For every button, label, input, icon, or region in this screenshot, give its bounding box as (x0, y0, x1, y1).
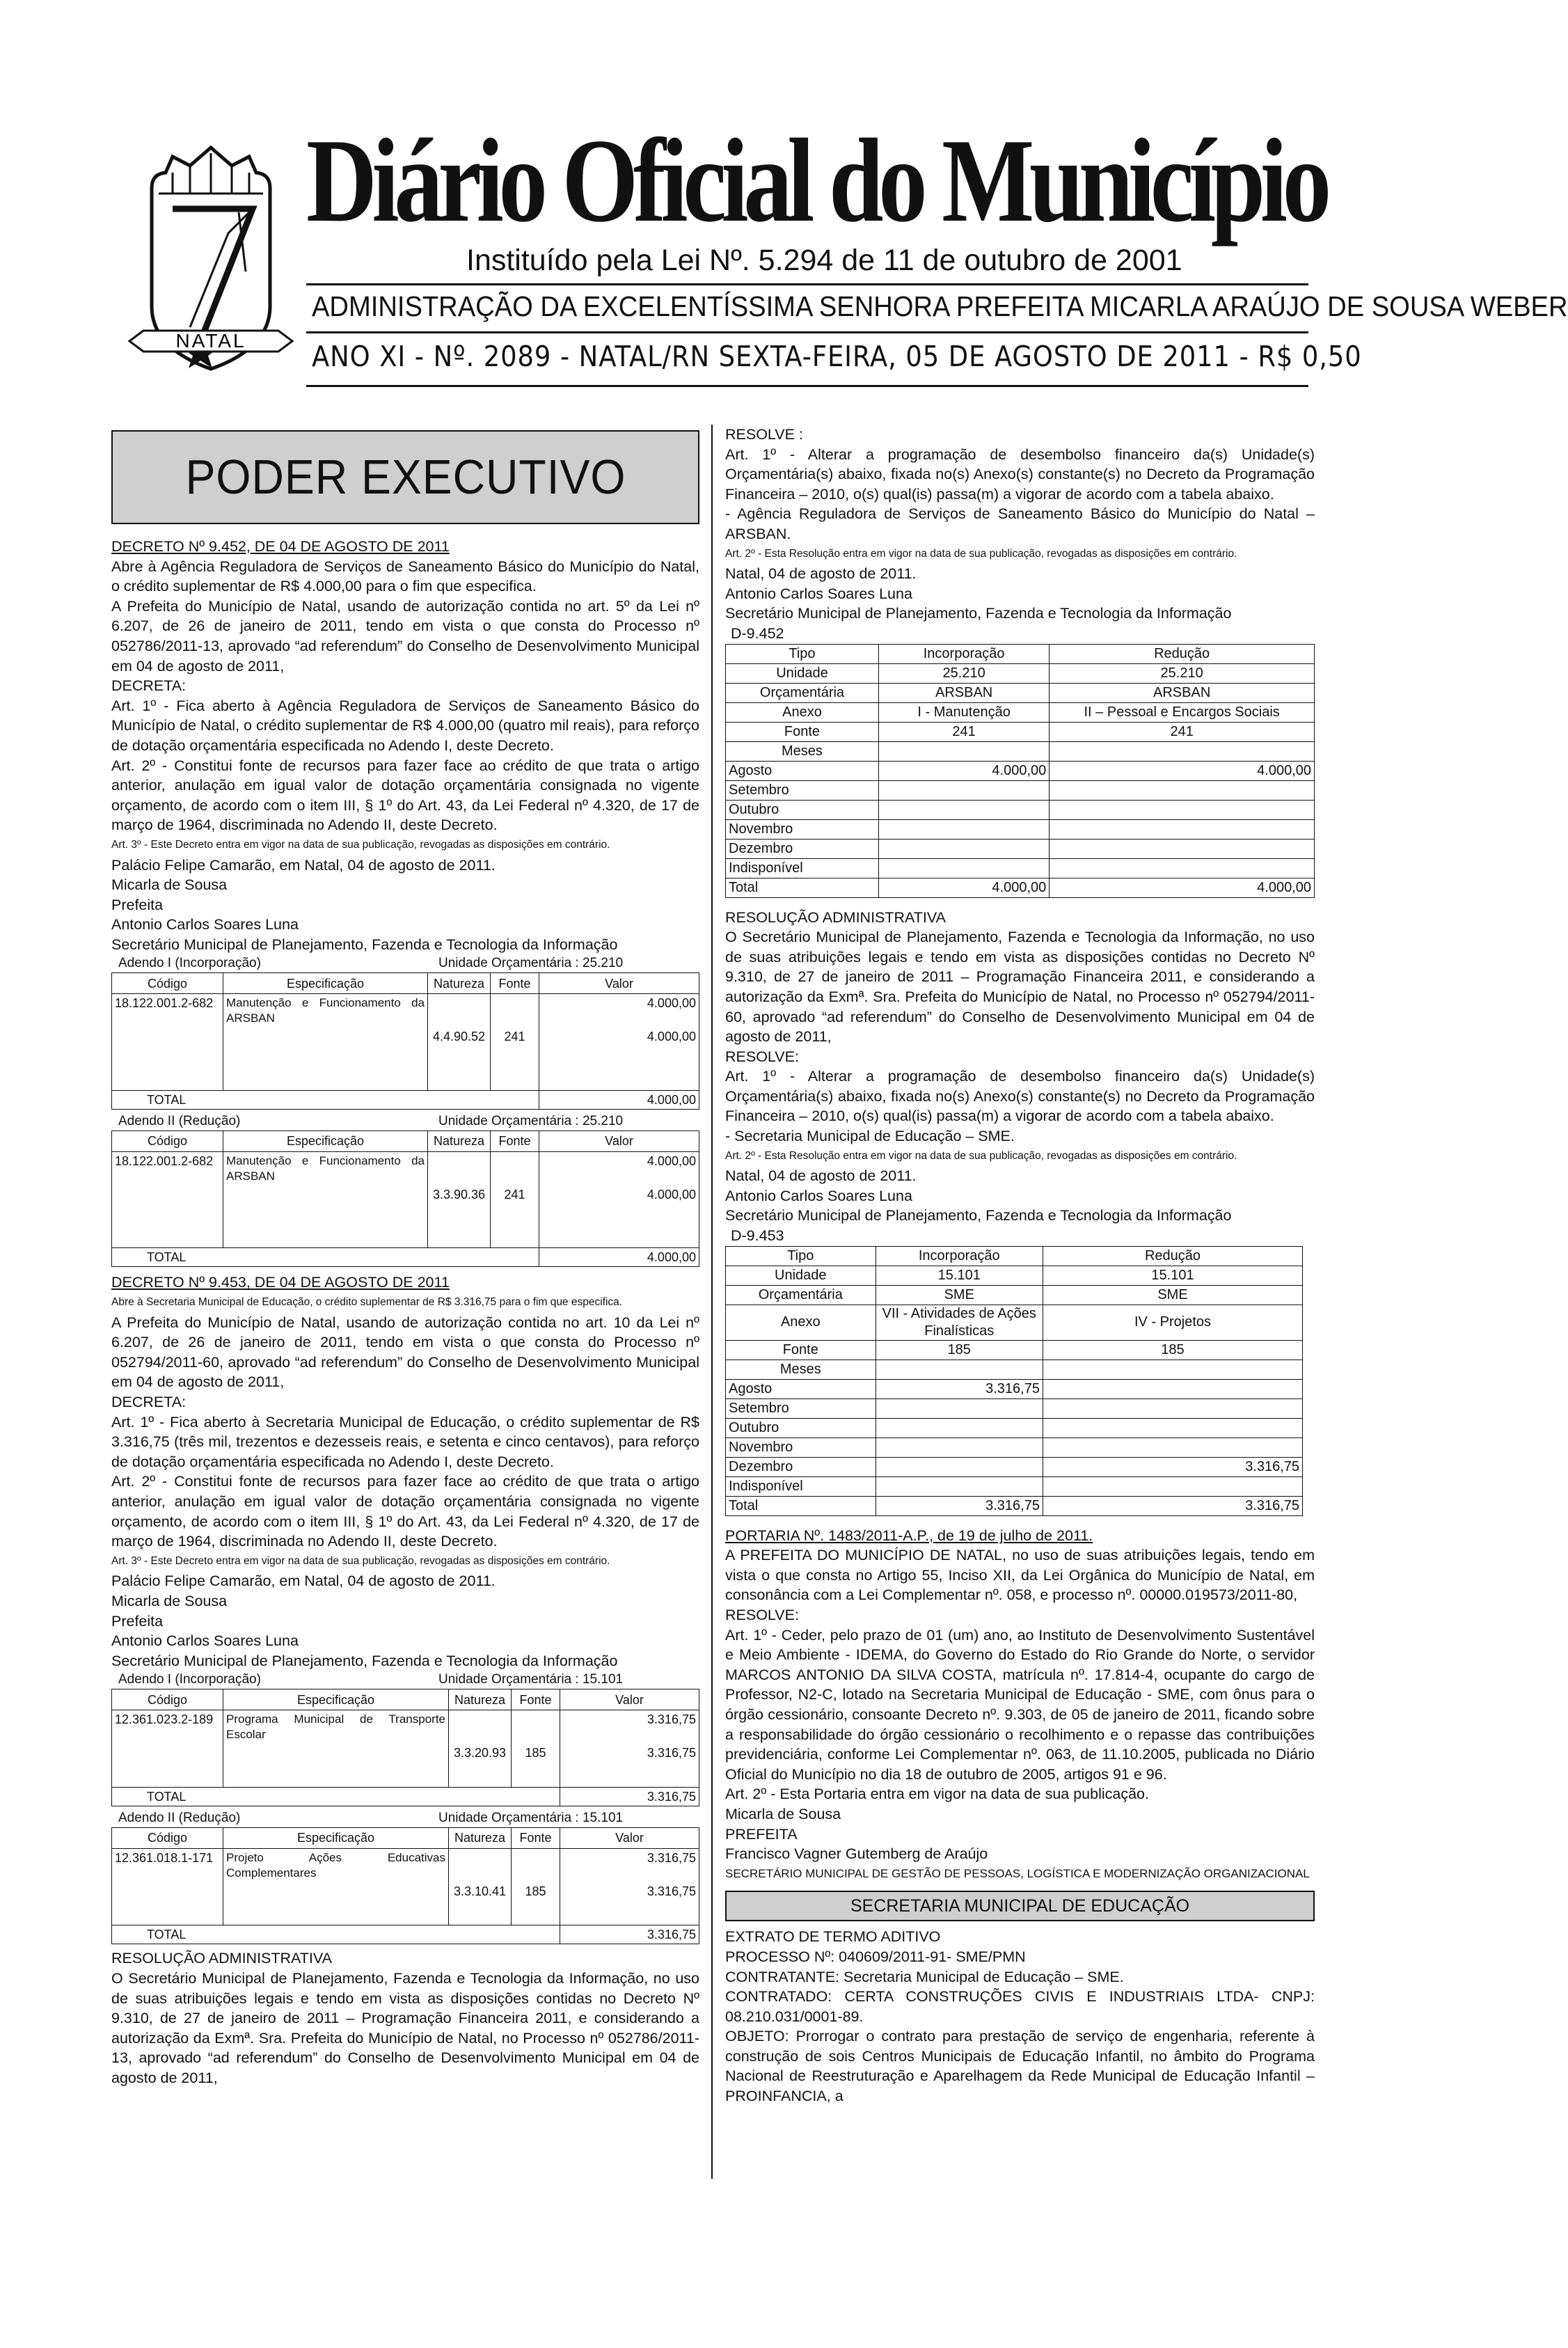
programming-cell: 15.101 (876, 1266, 1043, 1285)
programming-cell: Incorporação (878, 644, 1049, 663)
programming-cell (878, 741, 1049, 761)
programming-row (726, 722, 1315, 741)
resolution-date: Natal, 04 de agosto de 2011. (725, 565, 917, 583)
month-label: Novembro (726, 1437, 876, 1457)
month-row (726, 1476, 1303, 1496)
programming-cell: ARSBAN (1050, 683, 1315, 702)
programming-cell: Anexo (726, 1305, 876, 1340)
programming-row (726, 644, 1315, 663)
resolve-label: RESOLVE : (725, 426, 803, 443)
portaria-heading: PORTARIA Nº. 1483/2011-A.P., de 19 de julho de 2011. (725, 1527, 1093, 1544)
month-label: Outubro (726, 800, 879, 819)
month-label: Indisponível (726, 1476, 876, 1496)
adendo-table: Código Especificação Natureza Fonte Valor 12.361.023.2-189 Programa Municipal de Transporte Escolar 3.316,75 3.3.20.93 185 3.316,75 TOTAL 3.316,75 (111, 1689, 699, 1806)
signature-name: Antonio Carlos Soares Luna (725, 585, 912, 602)
programming-cell: 185 (1043, 1340, 1302, 1360)
month-value (878, 780, 1049, 800)
programming-cell: Anexo (726, 702, 879, 722)
extrato-heading: EXTRATO DE TERMO ADITIVO (725, 1928, 941, 1946)
decree-art2: Art. 2º - Constitui fonte de recursos para fazer face ao crédito de que trata o artigo anterior, anulação em igual valor de dotação orçamentária consignada no vigente orçamento, de acordo com o item III, § 1º do Art. 43, da Lei Federal nº 4.320, de 17 de março de 1964, discriminada no Adendo II, deste Decreto. (111, 1473, 699, 1550)
programming-cell: Meses (726, 741, 879, 761)
month-label: Setembro (726, 780, 879, 800)
month-label: Agosto (726, 761, 879, 780)
issue-line: ANO XI - Nº. 2089 - NATAL/RN SEXTA-FEIRA, 05 DE AGOSTO DE 2011 - R$ 0,50 (312, 340, 1362, 373)
resolution-agency: - Secretaria Municipal de Educação – SME. (725, 1128, 1015, 1145)
month-value (1043, 1379, 1302, 1398)
programming-cell: Redução (1043, 1246, 1302, 1266)
adendo-table: Código Especificação Natureza Fonte Valor 18.122.001.2-682 Manutenção e Funcionamento da ARSBAN 4.000,00 3.3.90.36 241 4.000,00 TOTAL 4.000,00 (111, 1130, 699, 1268)
signature-name: Micarla de Sousa (111, 876, 228, 894)
decree-art1: Art. 1º - Fica aberto à Secretaria Municipal de Educação, o crédito suplementar de R$ 3.316,75 (três mil, trezentos e dezesseis reais, e setenta e cinco centavos), para reforço de dotação orçamentária especificada no Adendo I, deste Decreto. (111, 1413, 699, 1470)
decree-preamble: A Prefeita do Município de Natal, usando de autorização contida no art. 5º da Lei nº 6.207, de 26 de janeiro de 2011, tendo em vista o que consta do Processo nº 052786/2011-13, aprovado “ad referendum” do Conselho de Desenvolvimento Municipal em 04 de agosto de 2011, (111, 597, 699, 675)
month-value: 3.316,75 (876, 1496, 1043, 1515)
programming-cell: 241 (1050, 722, 1315, 741)
programming-cell: Meses (726, 1360, 876, 1379)
programming-row (726, 1266, 1303, 1285)
signature-role: Prefeita (111, 896, 164, 913)
signature-role: PREFEITA (725, 1825, 798, 1843)
month-value: 4.000,00 (1050, 878, 1315, 897)
extrato-contratado: CONTRATADO: CERTA CONSTRUÇÕES CIVIS E INDUSTRIAIS LTDA- CNPJ: 08.210.031/0001-89. (725, 1988, 1315, 2025)
programming-row (726, 1340, 1303, 1360)
founding-law: Instituído pela Lei Nº. 5.294 de 11 de outubro de 2001 (466, 244, 1182, 277)
column-separator (711, 425, 713, 2179)
programming-cell (1050, 741, 1315, 761)
programming-cell (876, 1360, 1043, 1379)
month-value (1043, 1398, 1302, 1418)
programming-row (726, 1305, 1303, 1340)
signature-name: Antonio Carlos Soares Luna (111, 1632, 299, 1650)
programming-cell: II – Pessoal e Encargos Sociais (1050, 702, 1315, 722)
month-value (1050, 858, 1315, 878)
programming-cell: Orçamentária (726, 1285, 876, 1305)
programming-cell: IV - Projetos (1043, 1305, 1302, 1340)
programming-cell: Fonte (726, 722, 879, 741)
programming-cell: VII - Atividades de Ações Finalísticas (876, 1305, 1043, 1340)
newspaper-title: Diário Oficial do Município (306, 115, 1327, 247)
resolution-art2: Art. 2º - Esta Resolução entra em vigor na data de sua publicação, revogadas as disposições em contrário. (725, 547, 1237, 560)
month-label: Agosto (726, 1379, 876, 1398)
month-label: Indisponível (726, 858, 879, 878)
programming-cell: I - Manutenção (878, 702, 1049, 722)
resolution-art2: Art. 2º - Esta Resolução entra em vigor na data de sua publicação, revogadas as disposições em contrário. (725, 1149, 1237, 1162)
programming-cell: 15.101 (1043, 1266, 1302, 1285)
signature-name: Micarla de Sousa (725, 1805, 841, 1822)
divider (306, 331, 1308, 333)
section-banner: PODER EXECUTIVO (111, 430, 699, 524)
programming-cell: Tipo (726, 644, 879, 663)
month-value (876, 1457, 1043, 1476)
programming-cell: Tipo (726, 1246, 876, 1266)
month-value: 3.316,75 (1043, 1457, 1302, 1476)
month-row (726, 761, 1315, 780)
programming-row (726, 663, 1315, 683)
month-value (876, 1418, 1043, 1437)
month-label: Total (726, 878, 879, 897)
programming-table (725, 644, 1315, 898)
decree-ementa: Abre à Secretaria Municipal de Educação, o crédito suplementar de R$ 3.316,75 para o fim que especifica. (111, 1296, 623, 1309)
month-row (726, 839, 1315, 858)
portaria-art1: Art. 1º - Ceder, pelo prazo de 01 (um) ano, ao Instituto de Desenvolvimento Sustentável e Meio Ambiente - IDEMA, do Governo do Estado do Rio Grande do Norte, o servidor MARCOS ANTONIO DA SILVA COSTA, matrícula nº. 17.814-4, ocupante do cargo de Professor, N2-C, lotado na Secretaria Municipal de Educação - SME, com ônus para o órgão cessionário, consoante Decreto nº. 9.303, de 05 de janeiro de 2011, ficando sobre a responsabilidade do órgão cessionário o recolhimento e o repasse das contribuições previdenciária, conforme Lei Complementar nº. 063, de 11.10.2005, publicada no Diário Oficial do Município no dia 18 de outubro de 2005, artigos 91 e 96. (725, 1626, 1315, 1783)
signature-role: SECRETÁRIO MUNICIPAL DE GESTÃO DE PESSOAS, LOGÍSTICA E MODERNIZAÇÃO ORGANIZACIONAL (725, 1866, 1310, 1880)
month-row (726, 1398, 1303, 1418)
programming-row (726, 741, 1315, 761)
extrato-contratante: CONTRATANTE: Secretaria Municipal de Educação – SME. (725, 1968, 1124, 1985)
signature-role: Secretário Municipal de Planejamento, Fazenda e Tecnologia da Informação (725, 1207, 1232, 1224)
programming-row (726, 1246, 1303, 1266)
extrato-objeto: OBJETO: Prorrogar o contrato para prestação de serviço de engenharia, referente à construção de sois Centros Municipais de Educação Infantil, no âmbito do Programa Nacional de Reestruturação e Aparelhagem da Rede Municipal de Educação Infantil – PROINFANCIA, a (725, 2028, 1315, 2105)
signature-name: Antonio Carlos Soares Luna (111, 916, 299, 933)
decree-preamble: A Prefeita do Município de Natal, usando de autorização contida no art. 10 da Lei nº 6.207, de 26 de janeiro de 2011, tendo em vista o que consta do Processo nº 052794/2011-60, aprovado “ad referendum” do Conselho de Desenvolvimento Municipal em 04 de agosto de 2011, (111, 1314, 699, 1391)
month-value (1043, 1437, 1302, 1457)
programming-cell (1043, 1360, 1302, 1379)
month-row (726, 1457, 1303, 1476)
signature-role: Prefeita (111, 1612, 164, 1630)
month-row (726, 858, 1315, 878)
month-label: Dezembro (726, 1457, 876, 1476)
month-row (726, 1496, 1303, 1515)
decree-palace: Palácio Felipe Camarão, em Natal, 04 de agosto de 2011. (111, 1573, 496, 1590)
month-row (726, 800, 1315, 819)
divider (306, 385, 1308, 387)
month-value (876, 1398, 1043, 1418)
month-value (878, 819, 1049, 839)
resolution-text: O Secretário Municipal de Planejamento, Fazenda e Tecnologia da Informação, no uso de suas atribuições legais e tendo em vista as disposições contidas no Decreto Nº 9.310, de 27 de janeiro de 2011 – Programação Financeira 2011, e considerando a autorização da Exmª. Sra. Prefeita do Município de Natal, no Processo nº 052794/2011-60, aprovado “ad referendum” do Conselho de Desenvolvimento Municipal em 04 de agosto de 2011, (725, 929, 1315, 1046)
month-value (876, 1476, 1043, 1496)
month-value (878, 800, 1049, 819)
decree-art3: Art. 3º - Este Decreto entra em vigor na data de sua publicação, revogadas as disposições em contrário. (111, 1554, 610, 1567)
adendo-header: Adendo II (Redução) Unidade Orçamentária : 25.210 (118, 1113, 624, 1128)
natal-crest-logo (124, 139, 298, 383)
month-row (726, 1418, 1303, 1437)
programming-cell: 241 (878, 722, 1049, 741)
resolution-art1: Art. 1º - Alterar a programação de desembolso financeiro da(s) Unidade(s) Orçamentária(s) abaixo, fixada no(s) Anexo(s) constante(s) no Decreto da Programação Financeira – 2010, o(s) qual(is) passa(m) a vigorar de acordo com a tabela abaixo. (725, 1068, 1315, 1125)
programming-row (726, 702, 1315, 722)
month-value (878, 839, 1049, 858)
section-band: SECRETARIA MUNICIPAL DE EDUCAÇÃO (725, 1891, 1315, 1921)
month-row (726, 1437, 1303, 1457)
programming-cell: 25.210 (878, 663, 1049, 683)
resolution-date: Natal, 04 de agosto de 2011. (725, 1167, 917, 1185)
month-row (726, 1379, 1303, 1398)
programming-row (726, 1360, 1303, 1379)
portaria-art2: Art. 2º - Esta Portaria entra em vigor na data de sua publicação. (725, 1786, 1149, 1803)
month-value (1043, 1418, 1302, 1437)
signature-role: Secretário Municipal de Planejamento, Fazenda e Tecnologia da Informação (111, 936, 618, 953)
month-value (876, 1437, 1043, 1457)
adendo-table: Código Especificação Natureza Fonte Valor 12.361.018.1-171 Projeto Ações Educativas Complementares 3.316,75 3.3.10.41 185 3.316,75 TOTAL 3.316,75 (111, 1827, 699, 1945)
month-value: 4.000,00 (1050, 761, 1315, 780)
portaria-resolve: RESOLVE: (725, 1607, 799, 1623)
decree-art1: Art. 1º - Fica aberto à Agência Reguladora de Serviços de Saneamento Básico do Município de Natal, o crédito suplementar de R$ 4.000,00 (quatro mil reais), para reforço de dotação orçamentária especificada no Adendo I, deste Decreto. (111, 697, 699, 754)
divider (306, 283, 1308, 285)
masthead (104, 115, 1568, 411)
decree-ementa: Abre à Agência Reguladora de Serviços de Saneamento Básico do Município do Natal, o crédito suplementar de R$ 4.000,00 para o fim que especifica. (111, 558, 699, 595)
programming-cell: Unidade (726, 663, 879, 683)
crest-label: NATAL (175, 330, 246, 352)
decree-decreta: DECRETA: (111, 1394, 187, 1411)
signature-name: Francisco Vagner Gutemberg de Araújo (725, 1845, 988, 1863)
decree-heading: DECRETO Nº 9.452, DE 04 DE AGOSTO DE 2011 (111, 538, 450, 555)
month-label: Novembro (726, 819, 879, 839)
adendo-header: Adendo II (Redução) Unidade Orçamentária : 15.101 (118, 1810, 624, 1825)
month-value: 4.000,00 (878, 878, 1049, 897)
programming-cell: Incorporação (876, 1246, 1043, 1266)
month-row (726, 780, 1315, 800)
month-value (1050, 780, 1315, 800)
signature-name: Micarla de Sousa (111, 1592, 228, 1609)
resolve-label: RESOLVE: (725, 1048, 799, 1065)
programming-cell: SME (876, 1285, 1043, 1305)
month-value: 3.316,75 (876, 1379, 1043, 1398)
signature-role: Secretário Municipal de Planejamento, Fazenda e Tecnologia da Informação (725, 605, 1232, 622)
month-label: Outubro (726, 1418, 876, 1437)
decree-palace: Palácio Felipe Camarão, em Natal, 04 de agosto de 2011. (111, 856, 496, 874)
decree-decreta: DECRETA: (111, 677, 187, 695)
adendo-table: Código Especificação Natureza Fonte Valor 18.122.001.2-682 Manutenção e Funcionamento da ARSBAN 4.000,00 4.4.90.52 241 4.000,00 TOTAL 4.000,00 (111, 972, 699, 1110)
month-value: 3.316,75 (1043, 1496, 1302, 1515)
programming-row (726, 1285, 1303, 1305)
month-value (1043, 1476, 1302, 1496)
programming-cell: 25.210 (1050, 663, 1315, 683)
decree-art3: Art. 3º - Este Decreto entra em vigor na data de sua publicação, revogadas as disposições em contrário. (111, 838, 610, 851)
signature-name: Antonio Carlos Soares Luna (725, 1187, 912, 1204)
resolution-agency: - Agência Reguladora de Serviços de Saneamento Básico do Município do Natal – ARSBAN. (725, 505, 1315, 542)
month-value (1050, 839, 1315, 858)
portaria-preamble: A PREFEITA DO MUNICÍPIO DE NATAL, no uso de suas atribuições legais, tendo em vista o que consta no Artigo 55, Inciso XII, da Lei Orgânica do Município de Natal, em consonância com a Lei Complementar nº. 058, e processo nº. 00000.019573/2011-80, (725, 1547, 1315, 1604)
decree-art2: Art. 2º - Constitui fonte de recursos para fazer face ao crédito de que trata o artigo anterior, anulação em igual valor de dotação orçamentária consignada no vigente orçamento, de acordo com o item III, § 1º do Art. 43, da Lei Federal nº 4.320, de 17 de março de 1964, discriminada no Adendo II, deste Decreto. (111, 757, 699, 834)
month-row (726, 819, 1315, 839)
resolution-text: O Secretário Municipal de Planejamento, Fazenda e Tecnologia da Informação, no uso de suas atribuições legais e tendo em vista as disposições contidas no Decreto Nº 9.310, de 27 de janeiro de 2011 – Programação Financeira 2011, e considerando a autorização da Exmª. Sra. Prefeita do Município de Natal, no Processo nº 052786/2011-13, aprovado “ad referendum” do Conselho de Desenvolvimento Municipal em 04 de agosto de 2011, (111, 1969, 699, 2086)
month-value (1050, 819, 1315, 839)
month-row (726, 878, 1315, 897)
programming-cell: 185 (876, 1340, 1043, 1360)
programming-cell: Redução (1050, 644, 1315, 663)
resolution-heading: RESOLUÇÃO ADMINISTRATIVA (111, 1950, 332, 1967)
programming-table (725, 1246, 1303, 1516)
decree-heading: DECRETO Nº 9.453, DE 04 DE AGOSTO DE 2011 (111, 1274, 450, 1291)
programming-row (726, 683, 1315, 702)
month-value (1050, 800, 1315, 819)
programming-code: D-9.452 (731, 624, 784, 642)
month-value: 4.000,00 (878, 761, 1049, 780)
signature-role: Secretário Municipal de Planejamento, Fazenda e Tecnologia da Informação (111, 1652, 618, 1669)
right-column (725, 425, 1315, 2106)
programming-cell: SME (1043, 1285, 1302, 1305)
programming-cell: Fonte (726, 1340, 876, 1360)
adendo-header: Adendo I (Incorporação) Unidade Orçamentária : 15.101 (118, 1672, 624, 1687)
resolution-art1: Art. 1º - Alterar a programação de desembolso financeiro da(s) Unidade(s) Orçamentária(s) abaixo, fixada no(s) Anexo(s) constante(s) no Decreto da Programação Financeira – 2010, o(s) qual(is) passa(m) a vigorar de acordo com a tabela abaixo. (725, 446, 1315, 503)
month-label: Dezembro (726, 839, 879, 858)
adendo-header: Adendo I (Incorporação) Unidade Orçamentária : 25.210 (118, 956, 624, 971)
programming-code: D-9.453 (731, 1227, 784, 1245)
extrato-processo: PROCESSO Nº: 040609/2011-91- SME/PMN (725, 1948, 1026, 1965)
month-label: Setembro (726, 1398, 876, 1418)
programming-cell: Unidade (726, 1266, 876, 1285)
resolution-heading: RESOLUÇÃO ADMINISTRATIVA (725, 908, 946, 926)
programming-cell: ARSBAN (878, 683, 1049, 702)
left-column (111, 425, 699, 2088)
month-value (878, 858, 1049, 878)
month-label: Total (726, 1496, 876, 1515)
programming-cell: Orçamentária (726, 683, 879, 702)
administration-line: ADMINISTRAÇÃO DA EXCELENTÍSSIMA SENHORA PREFEITA MICARLA ARAÚJO DE SOUSA WEBER (312, 290, 1568, 322)
